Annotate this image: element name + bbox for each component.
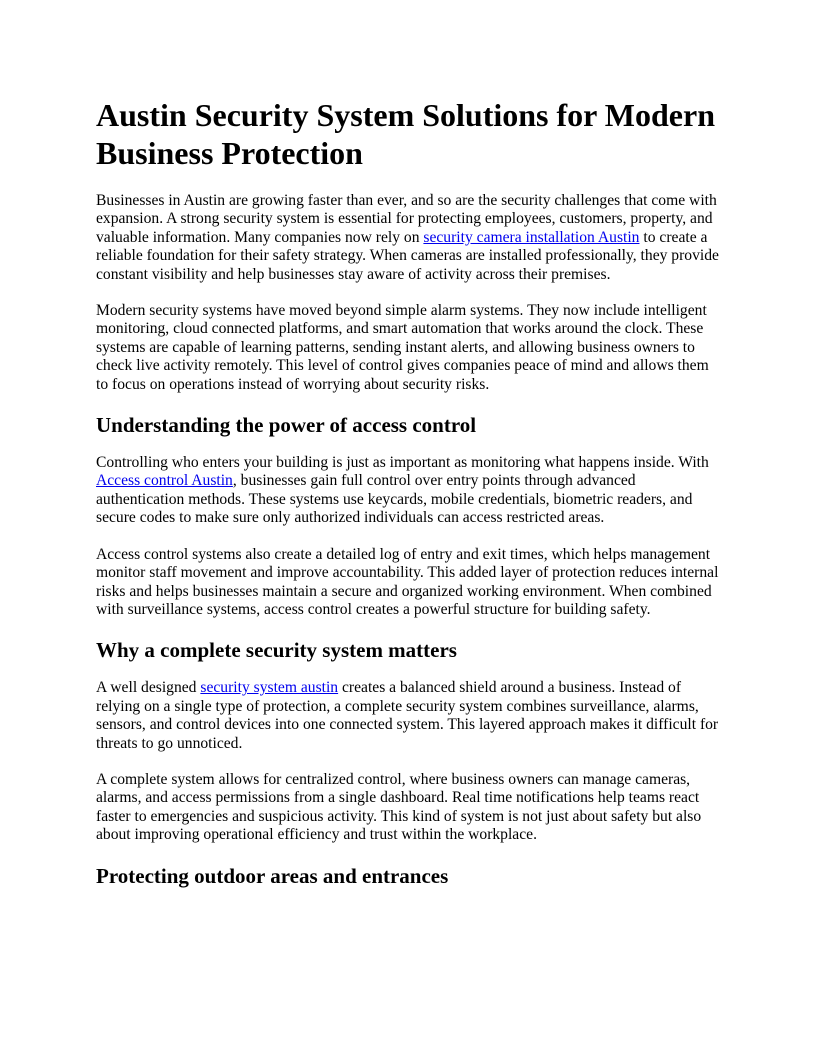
access-p1-text-after: , businesses gain full control over entry points through advanced authentication methods. These systems use keycards, mobile credentials, biometric readers, and secure codes to make sure only authorized individuals can access restricted areas. [96, 472, 693, 527]
access-paragraph-2: Access control systems also create a detailed log of entry and exit times, which helps management monitor staff movement and improve accountability. This added layer of protection reduces internal risks and helps businesses maintain a secure and organized working environment. When combined with surveillance systems, access control creates a powerful structure for building safety. [96, 545, 719, 618]
security-camera-installation-link[interactable]: security camera installation Austin [423, 228, 640, 246]
page-title: Austin Security System Solutions for Modern Business Protection [96, 97, 715, 171]
complete-paragraph-1 [96, 679, 722, 753]
intro-paragraph-1 [96, 192, 722, 284]
complete-p1-text-after: creates a balanced shield around a business. Instead of relying on a single type of protection, a complete security system combines surveillance, alarms, sensors, and control devices into one connected system. This layered approach makes it difficult for threats to go unnoticed. [96, 679, 719, 752]
intro-p1-text-before: Businesses in Austin are growing faster than ever, and so are the security challenges that come with expansion. A strong security system is essential for protecting employees, customers, property, and valuable information. Many companies now rely on [96, 192, 717, 246]
complete-system-heading: Why a complete security system matters [96, 638, 457, 663]
access-control-heading: Understanding the power of access control [96, 413, 477, 438]
complete-paragraph-2: A complete system allows for centralized control, where business owners can manage cameras, alarms, and access permissions from a single dashboard. Real time notifications help teams react faster to emergencies and suspicious activity. This kind of system is not just about safety but also about improving operational efficiency and trust within the workplace. [96, 770, 702, 844]
intro-paragraph-2: Modern security systems have moved beyond simple alarm systems. They now include intelligent monitoring, cloud connected platforms, and smart automation that works around the clock. These systems are capable of learning patterns, sending instant alerts, and allowing business owners to check live activity remotely. This level of control gives companies peace of mind and allows them to focus on operations instead of worrying about security risks. [96, 302, 709, 393]
security-system-austin-link[interactable]: security system austin [200, 679, 339, 697]
access-p1-text-before: Controlling who enters your building is just as important as monitoring what happens inside. With [96, 454, 709, 472]
intro-p1-text-after: to create a reliable foundation for their safety strategy. When cameras are installed professionally, they provide constant visibility and help businesses stay aware of activity across their premises. [96, 228, 719, 283]
complete-p1-text-before: A well designed [96, 679, 201, 697]
access-control-austin-link[interactable]: Access control Austin [96, 472, 233, 490]
document-page [96, 96, 722, 905]
access-paragraph-1 [96, 454, 722, 528]
outdoor-areas-heading: Protecting outdoor areas and entrances [96, 863, 449, 888]
